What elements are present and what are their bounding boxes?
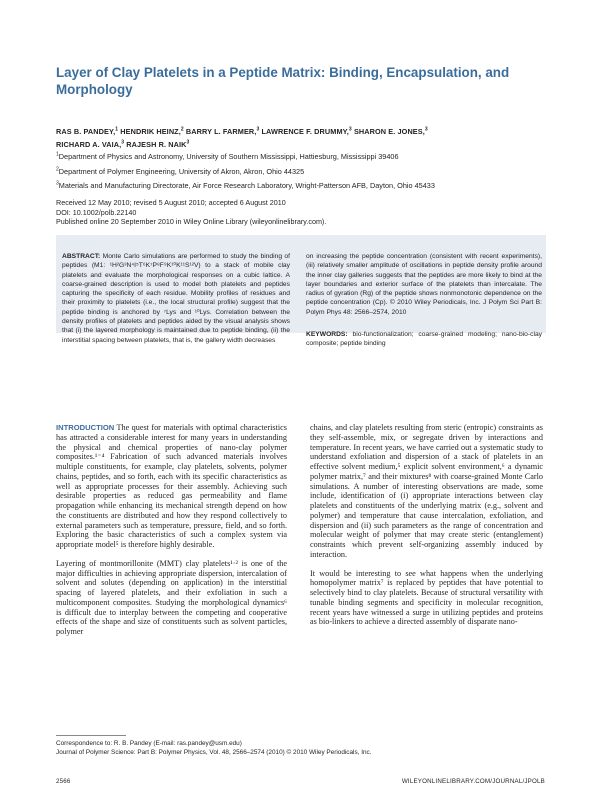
abstract-left-column (62, 252, 290, 345)
author-name: RAS B. PANDEY, (56, 127, 116, 136)
publication-dates (56, 198, 546, 227)
author-name: RICHARD A. VAIA, (56, 140, 122, 149)
intro-paragraph-1: INTRODUCTION The quest for materials with optimal characteristics has attracted a considerable interest for many years in understanding the physical and chemical properties of nano-clay polymer composites.¹⁻⁴ Fabrication of such advanced materials involves multiple constituents, for example, clay platelets, solvents, polymer chains, peptides, and so forth, each with its specific characteristics as well as appropriate processes for their assembly. Achieving such desirable properties as reduced gas permeability and flame propagation while enhancing its mechanical strength depend on how the constituents are distributed and how they respond collectively to external parameters such as temperature, pressure, field, and so forth. Exploring the basic characteristics of such a complex system via appropriate model⁵ is therefore highly desirable. (56, 423, 287, 549)
journal-citation: Journal of Polymer Science: Part B: Polymer Physics, Vol. 48, 2566–2574 (2010) © 2010 Wiley Periodicals, Inc. (56, 749, 372, 757)
intro-paragraph-2: Layering of montmorillonite (MMT) clay platelets¹·² is one of the major difficulties in achieving appropriate dispersion, intercalation of solvent and solutes (depending on application) in the interstitial spacing of layered platelets, and their exfoliation in such a multicomponent composites. Studying the morphological dynamics⁶ is difficult due to interplay between the competing and cooperative effects of the shape and size of constituents such as solvent particles, polymer (56, 558, 287, 636)
abstract-text-left: Monte Carlo simulations are performed to study the binding of peptides (M1: ¹H²G³N⁴I⁵T⁶K⁷P⁸F⁹K¹⁰K¹¹S¹²V) to a stack of mobile clay platelets and evaluate the morphological responses on a cubic lattice. A coarse-grained description is used to model both platelets and peptides capturing the specificity of each residue. Mobility profiles of residues and their proximity to platelets (i.e., the local structural profile) suggest that the peptide binding is anchored by ⁷Lys and ¹⁰Lys. Correlation between the density profiles of platelets and peptides aided by the visual analysis shows that (i) the layered morphology is maintained due to peptide binding, (ii) the interstitial spacing between platelets, that is, the gallery width decreases (62, 253, 290, 344)
journal-url: WILEYONLINELIBRARY.COM/JOURNAL/JPOLB (401, 778, 545, 785)
abstract-box (56, 235, 546, 348)
author-name: SHARON E. JONES, (353, 127, 425, 136)
footnote-divider (56, 735, 126, 736)
abstract-text-right: on increasing the peptide concentration (consistent with recent experiments), (iii) relatively smaller amplitude of oscillations in peptide density profile around the inner clay galleries suggests that the peptides are more likely to bind at the layer boundaries and exterior surface of the platelets than intercalate. The radius of gyration (Rg) of the peptide shows nonmonotonic dependence on the peptide concentration (Cp). © 2010 Wiley Periodicals, Inc. J Polym Sci Part B: Polym Phys 48: 2566–2574, 2010 (306, 253, 542, 316)
author-name: HENDRIK HEINZ, (120, 127, 181, 136)
author-list (56, 125, 546, 151)
article-title: Layer of Clay Platelets in a Peptide Matrix: Binding, Encapsulation, and Morphology (56, 65, 510, 97)
keywords-list: bio-functionalization; coarse-grained modeling; nano-bio-clay composite; peptide binding (306, 331, 543, 348)
published-online: Published online 20 September 2010 in Wiley Online Library (wileyonlinelibrary.com). (56, 217, 327, 226)
body-left-column (56, 423, 287, 637)
page-number: 2566 (56, 778, 71, 785)
keywords (306, 330, 542, 349)
affiliation-2: $^2$Department of Polymer Engineering, University of Akron, Akron, Ohio 44325 (56, 166, 305, 176)
author-name: RAJESH R. NAIK (126, 140, 187, 149)
author-line-1: RAS B. PANDEY,$^1$ HENDRIK HEINZ,$^2$ BARRY L. FARMER,$^3$ LAWRENCE F. DRUMMY,$^3$ SHARON E. JONES,$^3$ (56, 126, 428, 136)
footnote (56, 739, 546, 758)
author-line-2: RICHARD A. VAIA,$^3$ RAJESH R. NAIK$^3$ (56, 139, 190, 149)
introduction-heading: INTRODUCTION (56, 423, 115, 432)
intro-paragraph-3: chains, and clay platelets resulting from steric (entropic) constraints as they self-assemble, mix, or segregate driven by interactions and temperature. In recent years, we have carried out a systematic study to understand exfoliation and dispersion of a stack of platelets in an effective solvent medium,⁵ explicit solvent environment,⁶ a dynamic polymer matrix,⁷ and their mixtures⁸ with coarse-grained Monte Carlo simulations. A number of interesting observations are made, some include, identification of (i) appropriate interactions between clay platelets and constituents of the underlying matrix (e.g., solvent and polymer) and temperature that cause intercalation, exfoliation, and dispersion and (ii) such parameters as the range of concentration and molecular weight of polymer that may create steric (entanglement) constraints which prevent self-organizing assembly induced by interaction. (310, 423, 543, 559)
intro-paragraph-4: It would be interesting to see what happens when the underlying homopolymer matrix⁷ is replaced by peptides that have potential to selectively bind to clay platelets. Because of structural versatility with tunable binding segments and specificity in molecular recognition, recent years have witnessed a surge in utilizing peptides and proteins as bio-linkers to achieve a directed assembly of disparate nano- (310, 568, 543, 627)
body-right-column (310, 423, 543, 627)
doi: DOI: 10.1002/polb.22140 (56, 207, 137, 217)
author-name: LAWRENCE F. DRUMMY, (261, 127, 349, 136)
keywords-heading: KEYWORDS: (306, 331, 348, 339)
received-dates: Received 12 May 2010; revised 5 August 2010; accepted 6 August 2010 (56, 198, 286, 207)
author-name: BARRY L. FARMER, (185, 127, 257, 136)
correspondence: Correspondence to: R. B. Pandey (E-mail: ras.pandey@usm.edu) (56, 740, 242, 747)
abstract-heading: ABSTRACT: (62, 253, 101, 260)
abstract-right-column (306, 252, 542, 349)
affiliation-1: $^1$Department of Physics and Astronomy, University of Southern Mississippi, Hattiesburg, Mississippi 39406 (56, 151, 399, 161)
affiliation-3: $^3$Materials and Manufacturing Directorate, Air Force Research Laboratory, Wright-Patterson AFB, Dayton, Ohio 45433 (56, 180, 435, 190)
